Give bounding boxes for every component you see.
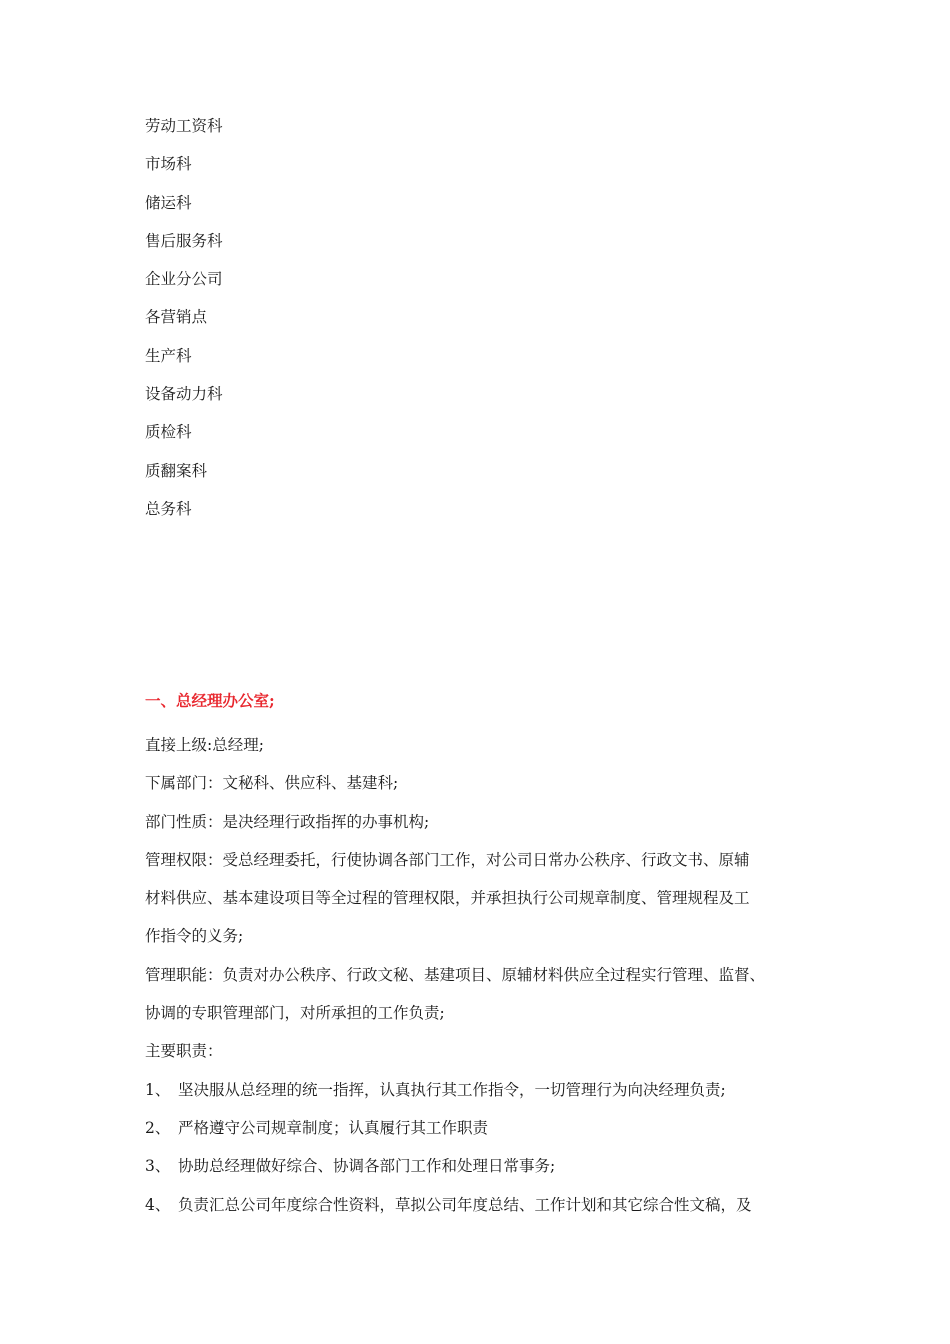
department-item: 设备动力科: [145, 385, 223, 404]
department-item: 总务科: [145, 499, 192, 518]
department-nature: 部门性质：是决经理行政指挥的办事机构;: [145, 812, 430, 831]
management-authority: [145, 841, 835, 956]
authority-line: 作指令的义务;: [145, 927, 244, 946]
department-item: 质检科: [145, 423, 192, 442]
authority-line: 管理权限：受总经理委托，行使协调各部门工作，对公司日常办公秩序、行政文书、原辅: [145, 850, 750, 869]
department-item: 各营销点: [145, 308, 208, 327]
functions-line: 管理职能：负责对办公秩序、行政文秘、基建项目、原辅材料供应全过程实行管理、监督、: [145, 965, 766, 984]
department-item: 储运科: [145, 193, 192, 212]
duty-text: 协助总经理做好综合、协调各部门工作和处理日常事务;: [178, 1157, 556, 1176]
duties-list: [145, 1071, 835, 1224]
department-item: 市场科: [145, 155, 192, 174]
general-manager-office-section: [145, 688, 835, 1224]
department-item: 生产科: [145, 346, 192, 365]
duty-text: 严格遵守公司规章制度；认真履行其工作职责: [178, 1118, 489, 1137]
duty-item: [145, 1186, 835, 1224]
duty-number: 1、: [145, 1080, 171, 1099]
duty-item: [145, 1147, 835, 1185]
department-item: 售后服务科: [145, 231, 223, 250]
duty-item: [145, 1071, 835, 1109]
duty-number: 2、: [145, 1118, 171, 1137]
department-list: [145, 113, 223, 534]
functions-line: 协调的专职管理部门，对所承担的工作负责;: [145, 1004, 445, 1023]
authority-line: 材料供应、基本建设项目等全过程的管理权限，并承担执行公司规章制度、管理规程及工: [145, 889, 750, 908]
duty-number: 3、: [145, 1157, 171, 1176]
duty-number: 4、: [145, 1195, 171, 1214]
direct-superior: 直接上级:总经理;: [145, 736, 264, 754]
department-item: 质翻案科: [145, 461, 208, 480]
department-item: 企业分公司: [145, 270, 223, 289]
management-functions: [145, 956, 835, 1033]
section-heading: 一、总经理办公室;: [145, 691, 275, 710]
subordinate-departments: 下属部门：文秘科、供应科、基建科;: [145, 774, 399, 793]
duty-item: [145, 1109, 835, 1147]
main-duties-title: 主要职责：: [145, 1042, 223, 1061]
duty-text: 坚决服从总经理的统一指挥，认真执行其工作指令，一切管理行为向决经理负责;: [178, 1080, 726, 1099]
department-item: 劳动工资科: [145, 117, 223, 135]
duty-text: 负责汇总公司年度综合性资料，草拟公司年度总结、工作计划和其它综合性文稿，及: [178, 1195, 752, 1214]
